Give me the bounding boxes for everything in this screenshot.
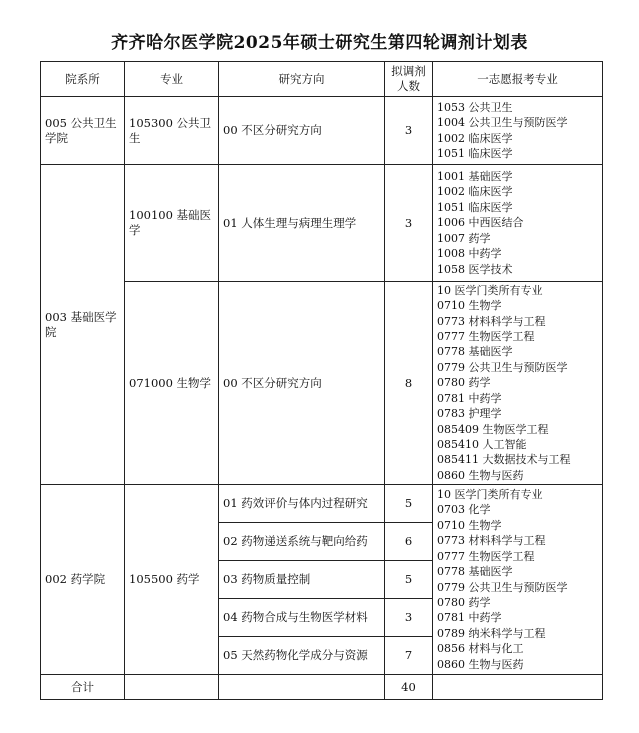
list-item: 1051 临床医学: [437, 200, 513, 214]
header-direction: 研究方向: [219, 62, 385, 97]
direction-cell: 01 药效评价与体内过程研究: [219, 485, 385, 523]
list-item: 1002 临床医学: [437, 131, 513, 145]
list-item: 1058 医学技术: [437, 262, 513, 276]
direction-cell: 05 天然药物化学成分与资源: [219, 637, 385, 675]
direction-cell: 01 人体生理与病理生理学: [219, 165, 385, 282]
list-item: 0860 生物与医药: [437, 657, 524, 671]
table-header-row: [41, 62, 603, 97]
list-item: 0856 材料与化工: [437, 642, 524, 656]
header-college: 院系所: [41, 62, 125, 97]
major-cell: 105300 公共卫生: [125, 97, 219, 165]
list-item: 0773 材料科学与工程: [437, 314, 546, 328]
plan-cell: 8: [385, 282, 433, 485]
college-cell: 005 公共卫生学院: [41, 97, 125, 165]
list-item: 0780 药学: [437, 376, 491, 390]
list-item: 0710 生物学: [437, 518, 502, 532]
list-item: 1001 基础医学: [437, 170, 513, 184]
list-item: 0778 基础医学: [437, 565, 513, 579]
list-item: 1053 公共卫生: [437, 100, 513, 114]
empty-cell: [125, 675, 219, 700]
list-item: 0710 生物学: [437, 299, 502, 313]
header-first-choice: 一志愿报考专业: [433, 62, 603, 97]
direction-cell: 00 不区分研究方向: [219, 282, 385, 485]
major-cell: 100100 基础医学: [125, 165, 219, 282]
first-choice-list: [433, 165, 603, 282]
list-item: 0703 化学: [437, 503, 491, 517]
direction-cell: 04 药物合成与生物医学材料: [219, 599, 385, 637]
table-row: [41, 485, 603, 523]
list-item: 0781 中药学: [437, 611, 502, 625]
list-item: 085410 人工智能: [437, 437, 527, 451]
direction-cell: 00 不区分研究方向: [219, 97, 385, 165]
direction-cell: 02 药物递送系统与靶向给药: [219, 523, 385, 561]
list-item: 085411 大数据技术与工程: [437, 453, 571, 467]
first-choice-list: [433, 485, 603, 675]
table-row: [41, 97, 603, 165]
total-label: 合计: [41, 675, 125, 700]
list-item: 1006 中西医结合: [437, 216, 524, 230]
plan-cell: 5: [385, 485, 433, 523]
list-item: 0783 护理学: [437, 407, 502, 421]
college-cell: 003 基础医学院: [41, 165, 125, 485]
header-plan: 拟调剂人数: [385, 62, 433, 97]
plan-cell: 3: [385, 599, 433, 637]
plan-cell: 6: [385, 523, 433, 561]
list-item: 0789 纳米科学与工程: [437, 626, 546, 640]
plan-cell: 7: [385, 637, 433, 675]
list-item: 1008 中药学: [437, 247, 502, 261]
empty-cell: [433, 675, 603, 700]
total-row: [41, 675, 603, 700]
total-plan: 40: [385, 675, 433, 700]
list-item: 0778 基础医学: [437, 345, 513, 359]
list-item: 0860 生物与医药: [437, 468, 524, 482]
list-item: 0777 生物医学工程: [437, 549, 535, 563]
plan-cell: 3: [385, 165, 433, 282]
list-item: 1007 药学: [437, 231, 491, 245]
adjustment-plan-table: [40, 61, 603, 700]
empty-cell: [219, 675, 385, 700]
table-row: [41, 282, 603, 485]
major-cell: 105500 药学: [125, 485, 219, 675]
direction-cell: 03 药物质量控制: [219, 561, 385, 599]
list-item: 10 医学门类所有专业: [437, 283, 543, 297]
list-item: 0780 药学: [437, 595, 491, 609]
list-item: 0781 中药学: [437, 391, 502, 405]
list-item: 085409 生物医学工程: [437, 422, 549, 436]
page-title: 齐齐哈尔医学院2025年硕士研究生第四轮调剂计划表: [111, 33, 528, 53]
plan-cell: 5: [385, 561, 433, 599]
list-item: 1051 临床医学: [437, 146, 513, 160]
plan-cell: 3: [385, 97, 433, 165]
major-cell: 071000 生物学: [125, 282, 219, 485]
list-item: 0779 公共卫生与预防医学: [437, 580, 568, 594]
table-row: [41, 165, 603, 282]
list-item: 0779 公共卫生与预防医学: [437, 360, 568, 374]
list-item: 10 医学门类所有专业: [437, 488, 543, 502]
college-cell: 002 药学院: [41, 485, 125, 675]
list-item: 0777 生物医学工程: [437, 330, 535, 344]
list-item: 1004 公共卫生与预防医学: [437, 116, 568, 130]
first-choice-list: [433, 282, 603, 485]
first-choice-list: [433, 97, 603, 165]
header-major: 专业: [125, 62, 219, 97]
list-item: 0773 材料科学与工程: [437, 534, 546, 548]
list-item: 1002 临床医学: [437, 185, 513, 199]
